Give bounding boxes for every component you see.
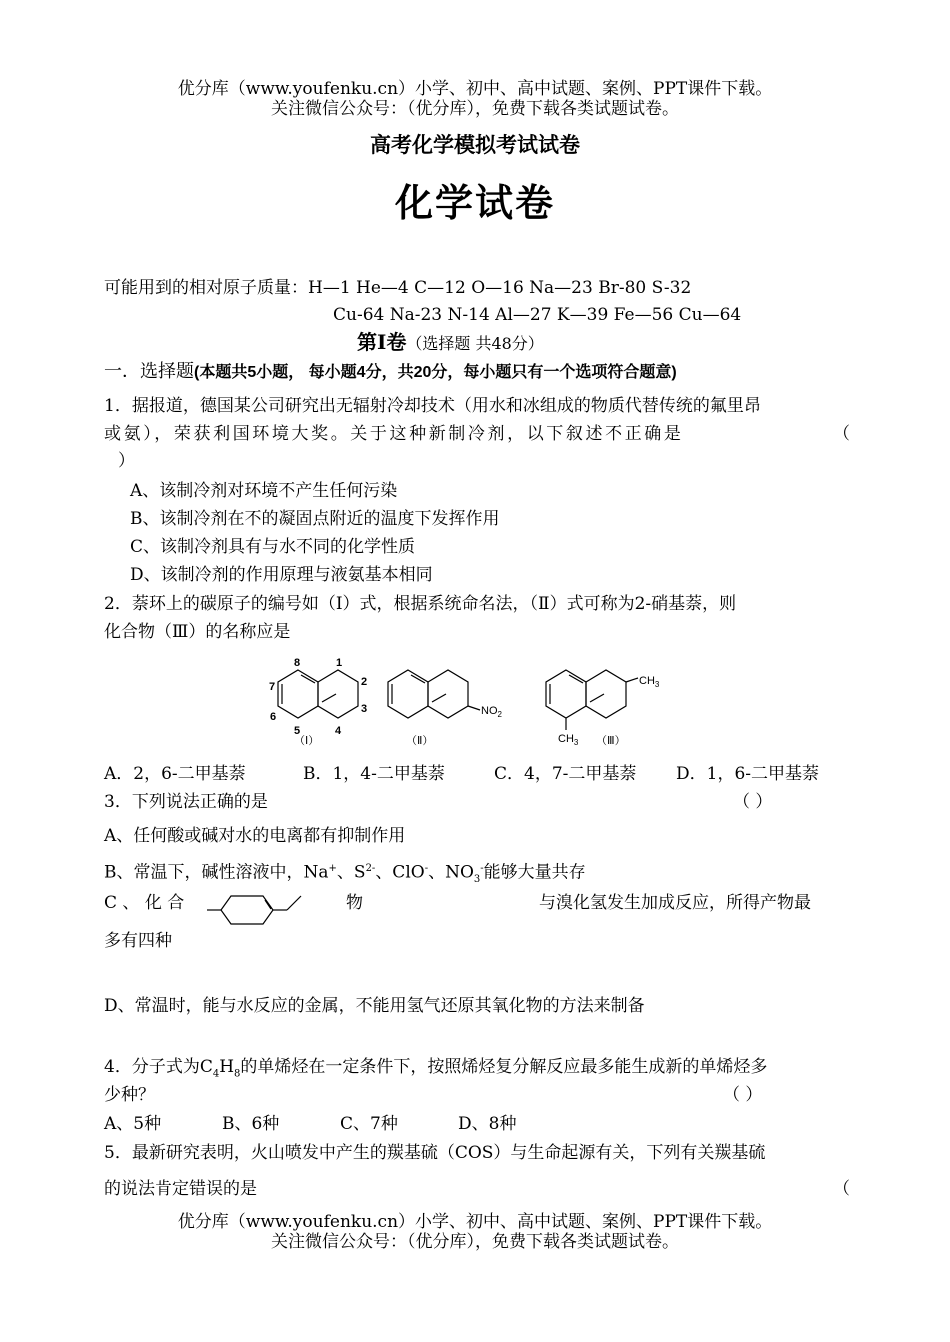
section-heading bbox=[104, 361, 677, 384]
methyl-group-label-2: $CH_3$ bbox=[558, 733, 579, 747]
q4-option-d: D、8种 bbox=[458, 1114, 517, 1134]
part-note: （选择题 共48分） bbox=[406, 334, 544, 353]
footer-line-1: 优分库（www.youfenku.cn）小学、初中、高中试题、案例、PPT课件下载。 bbox=[177, 1212, 773, 1232]
q2-option-a: A．2，6-二甲基萘 bbox=[104, 764, 246, 784]
ring-number-5: 5 bbox=[294, 725, 301, 737]
section-desc: (本题共5小题， 每小题4分，共20分，每小题只有一个选项符合题意) bbox=[194, 364, 677, 381]
q5-paren: （ bbox=[833, 1179, 850, 1199]
q4-line-2: 少种？ bbox=[104, 1085, 155, 1105]
q1-paren-open: （ bbox=[833, 424, 850, 444]
ring-number-7: 7 bbox=[269, 681, 276, 693]
q3-option-c-prefix: C 、 化 合 bbox=[104, 893, 185, 913]
q3-option-b: B、常温下，碱性溶液中，Na+、$S^{2-}$、ClO-、$NO_3^-$能够大量共存 bbox=[104, 862, 586, 886]
header-line-1: 优分库（www.youfenku.cn）小学、初中、高中试题、案例、PPT课件下载。 bbox=[177, 79, 773, 99]
q3-paren: （ ） bbox=[733, 792, 773, 812]
ring-number-3: 3 bbox=[361, 703, 368, 715]
section-label: 一．选择题 bbox=[104, 361, 194, 382]
q3-stem: 3．下列说法正确的是 bbox=[104, 792, 268, 812]
q2-line-2: 化合物（Ⅲ）的名称应是 bbox=[104, 622, 291, 642]
q2-line-1: 2．萘环上的碳原子的编号如（Ⅰ）式，根据系统命名法，（Ⅱ）式可称为2-硝基萘，则 bbox=[104, 594, 737, 614]
ring-number-8: 8 bbox=[294, 657, 301, 669]
q3-option-d: D、常温时，能与水反应的金属，不能用氢气还原其氧化物的方法来制备 bbox=[104, 996, 645, 1016]
q4-option-a: A、5种 bbox=[104, 1114, 162, 1134]
q4-paren: （ ） bbox=[723, 1085, 763, 1105]
q5-line-2: 的说法肯定错误的是 bbox=[104, 1179, 257, 1199]
ring-number-6: 6 bbox=[270, 711, 277, 723]
q1-line-1: 1．据报道，德国某公司研究出无辐射冷却技术（用水和冰组成的物质代替传统的氟里昂 bbox=[104, 396, 761, 416]
q4-option-b: B、6种 bbox=[222, 1114, 280, 1134]
q2-option-d: D．1，6-二甲基萘 bbox=[676, 764, 820, 784]
ring-number-1: 1 bbox=[336, 657, 343, 669]
naphthalene-i-ring-right bbox=[318, 670, 358, 718]
naphthalene-i-ring-left bbox=[278, 670, 318, 718]
ring-number-2: 2 bbox=[361, 676, 368, 688]
ethyl-methyl-cyclohexene-structure bbox=[205, 890, 315, 930]
q3-option-c-line-2: 多有四种 bbox=[104, 931, 172, 951]
atomic-masses-line-2: Cu-64 Na-23 N-14 Al—27 K—39 Fe—56 Cu—64 bbox=[333, 305, 742, 325]
header-line-2: 关注微信公众号：（优分库），免费下载各类试题试卷。 bbox=[271, 99, 679, 119]
q1-option-b: B、该制冷剂在不的凝固点附近的温度下发挥作用 bbox=[130, 509, 500, 529]
exam-subtitle: 高考化学模拟考试试卷 bbox=[370, 132, 580, 157]
part-title: 第Ⅰ卷 bbox=[357, 330, 407, 354]
figure-label-ii: （Ⅱ） bbox=[406, 735, 434, 747]
q3-option-c-mid: 物 bbox=[346, 893, 363, 913]
q1-option-c: C、该制冷剂具有与水不同的化学性质 bbox=[130, 537, 416, 557]
q5-line-1: 5．最新研究表明，火山喷发中产生的羰基硫（COS）与生命起源有关，下列有关羰基硫 bbox=[104, 1143, 766, 1163]
q2-option-b: B．1，4-二甲基萘 bbox=[303, 764, 445, 784]
atomic-masses-line-1: 可能用到的相对原子质量：H—1 He—4 C—12 O—16 Na—23 Br-80 S-32 bbox=[104, 278, 692, 298]
part-heading bbox=[357, 330, 544, 356]
ring-number-4: 4 bbox=[335, 725, 342, 737]
nitro-group-label: $NO_2$ bbox=[481, 705, 502, 719]
figure-label-i: （Ⅰ） bbox=[294, 735, 320, 747]
q4-option-c: C、7种 bbox=[340, 1114, 398, 1134]
footer-line-2: 关注微信公众号：（优分库），免费下载各类试题试卷。 bbox=[271, 1232, 679, 1252]
q1-option-d: D、该制冷剂的作用原理与液氨基本相同 bbox=[130, 565, 433, 585]
figure-label-iii: （Ⅲ） bbox=[596, 735, 626, 747]
q1-line-2: 或氨），荣获利国环境大奖。关于这种新制冷剂，以下叙述不正确是 bbox=[104, 424, 684, 444]
naphthalene-figure bbox=[260, 652, 680, 757]
q3-option-c-post: 与溴化氢发生加成反应，所得产物最 bbox=[539, 893, 811, 913]
q1-paren-close: ） bbox=[118, 451, 135, 471]
q1-option-a: A、该制冷剂对环境不产生任何污染 bbox=[130, 481, 398, 501]
methyl-group-label-1: $CH_3$ bbox=[639, 675, 660, 689]
q2-option-c: C．4，7-二甲基萘 bbox=[494, 764, 637, 784]
exam-title: 化学试卷 bbox=[394, 180, 555, 225]
q3-option-a: A、任何酸或碱对水的电离都有抑制作用 bbox=[104, 826, 406, 846]
q4-line-1: 4．分子式为$C_4H_8$的单烯烃在一定条件下，按照烯烃复分解反应最多能生成新的单烯烃多 bbox=[104, 1057, 768, 1080]
